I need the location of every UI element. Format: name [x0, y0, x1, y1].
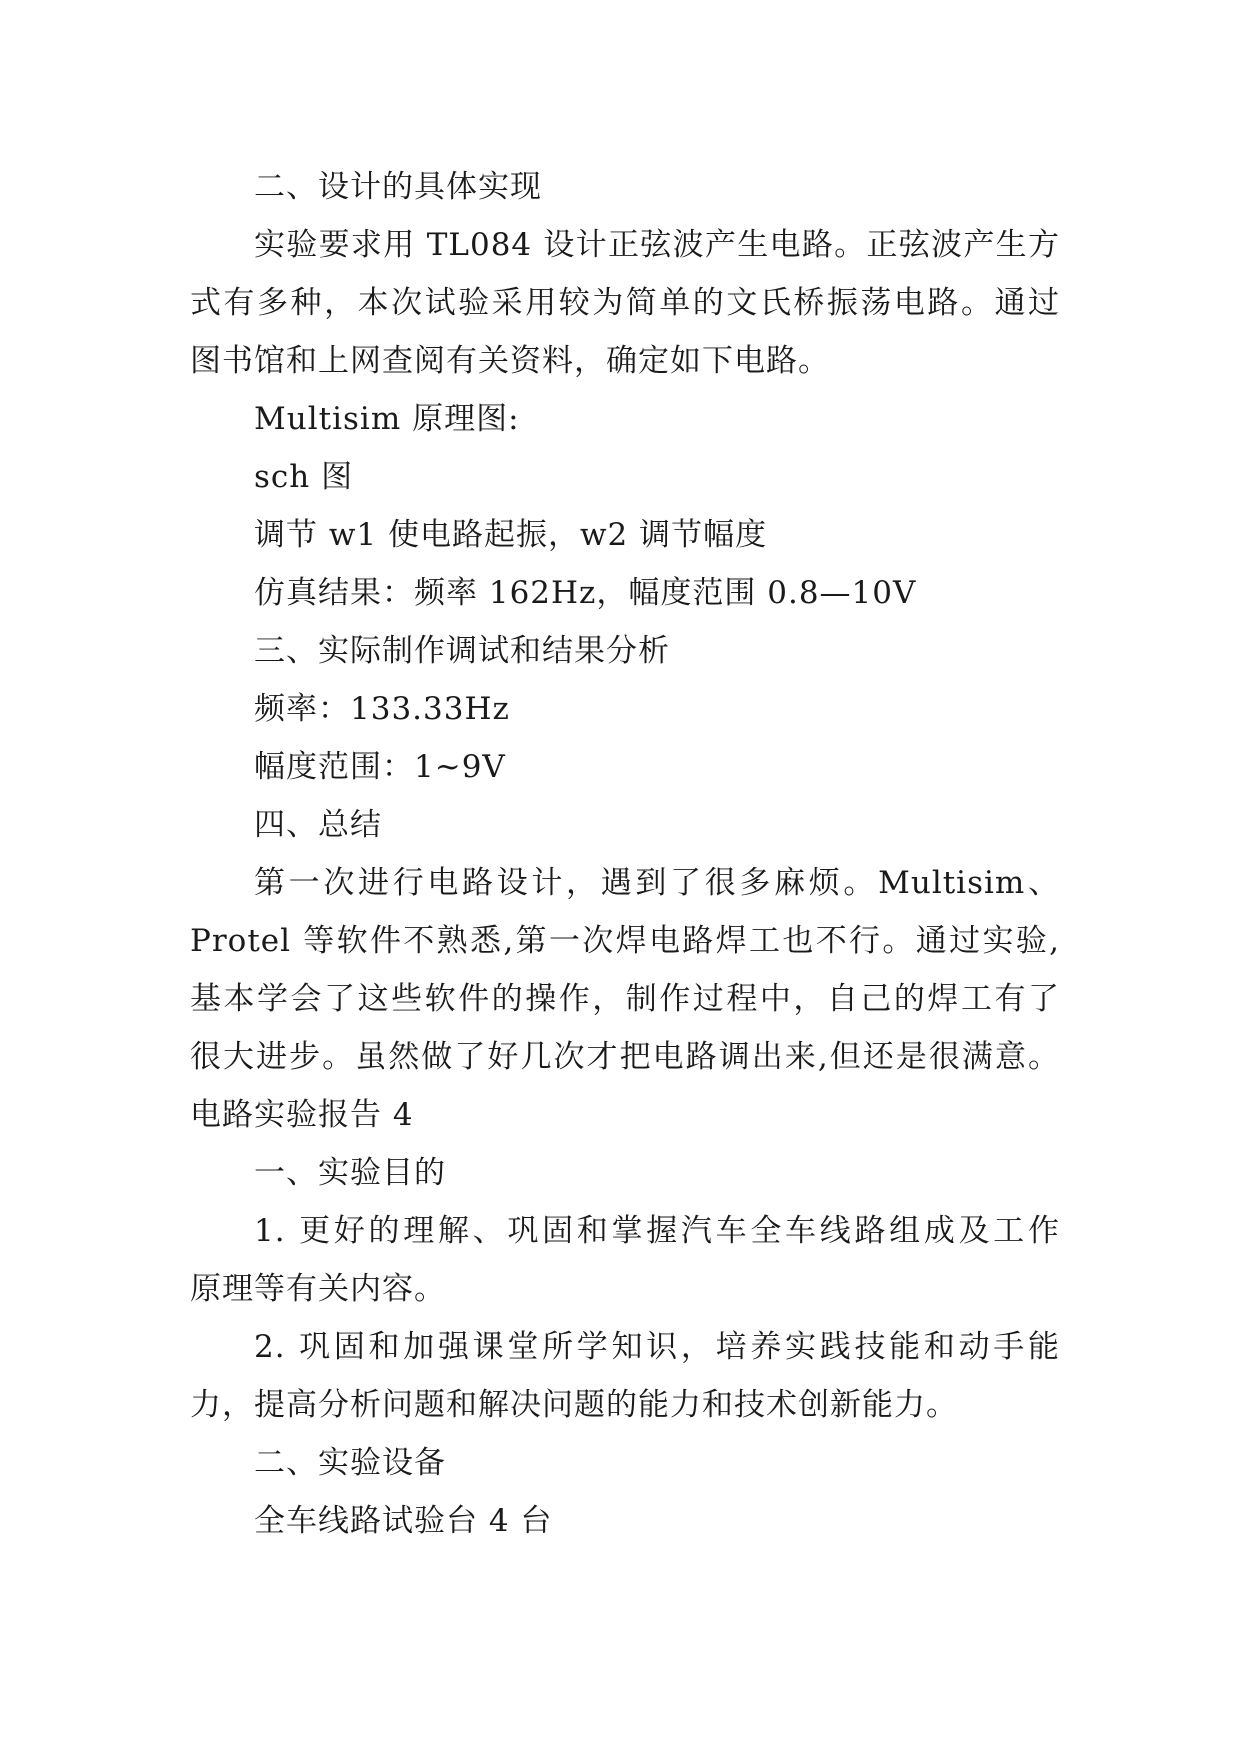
text-line: 1. 更好的理解、巩固和掌握汽车全车线路组成及工作: [254, 1213, 1060, 1249]
text-line: 基本学会了这些软件的操作，制作过程中，自己的焊工有了: [190, 981, 1060, 1017]
text-line: Protel 等软件不熟悉,第一次焊电路焊工也不行。通过实验,: [190, 923, 1060, 959]
text-line: 原理等有关内容。: [190, 1271, 446, 1307]
text-line: 二、实验设备: [254, 1445, 446, 1481]
text-line: 二、设计的具体实现: [254, 169, 542, 205]
text-line: 四、总结: [254, 807, 382, 843]
text-line: 三、实际制作调试和结果分析: [254, 633, 670, 669]
text-line: 式有多种，本次试验采用较为简单的文氏桥振荡电路。通过: [190, 285, 1060, 321]
text-line: 调节 w1 使电路起振，w2 调节幅度: [254, 517, 768, 553]
document-body: [190, 158, 1060, 1550]
text-line: 很大进步。虽然做了好几次才把电路调出来,但还是很满意。: [190, 1039, 1060, 1075]
text-line: 频率：133.33Hz: [254, 691, 510, 727]
text-line: 仿真结果：频率 162Hz，幅度范围 0.8—10V: [254, 575, 917, 611]
text-line: 实验要求用 TL084 设计正弦波产生电路。正弦波产生方: [254, 227, 1060, 263]
text-line: 第一次进行电路设计，遇到了很多麻烦。Multisim、: [254, 865, 1060, 901]
text-line: 2. 巩固和加强课堂所学知识，培养实践技能和动手能: [254, 1329, 1060, 1365]
text-line: sch 图: [254, 459, 354, 495]
text-line: 力，提高分析问题和解决问题的能力和技术创新能力。: [190, 1387, 958, 1423]
text-line: 图书馆和上网查阅有关资料，确定如下电路。: [190, 343, 830, 379]
text-line: Multisim 原理图:: [254, 401, 520, 437]
text-line: 一、实验目的: [254, 1155, 446, 1191]
text-line: 幅度范围：1~9V: [254, 749, 506, 785]
text-line: 全车线路试验台 4 台: [254, 1503, 553, 1539]
text-line: 电路实验报告 4: [190, 1097, 414, 1133]
